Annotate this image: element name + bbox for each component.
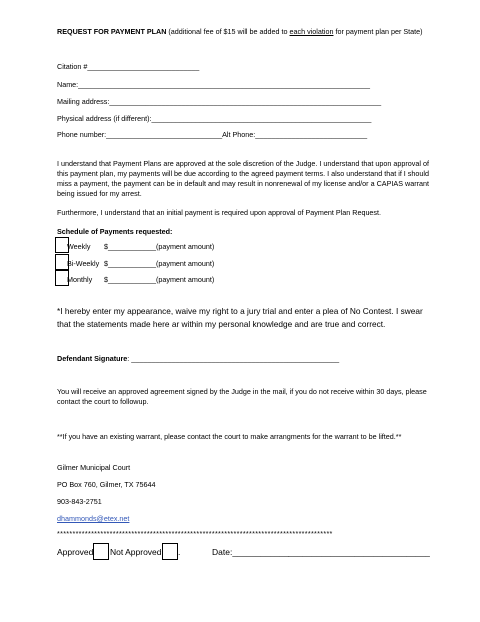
not-approved-label: Not Approved — [110, 547, 162, 557]
approved-label: Approved — [57, 547, 94, 557]
schedule-row-weekly — [67, 242, 215, 251]
warrant-note: **If you have an existing warrant, please contact the court to make arrangments for the warrant to be lifted.** — [57, 432, 402, 441]
mailing-address-field[interactable]: Mailing address:____________________________________________________________________ — [57, 97, 382, 106]
schedule-row-biweekly — [67, 259, 215, 268]
name-field[interactable]: Name:_________________________________________________________________________ — [57, 80, 370, 89]
citation-field[interactable]: Citation #____________________________ — [57, 62, 200, 71]
schedule-amount-monthly[interactable]: $____________(payment amount) — [104, 275, 215, 284]
court-address: PO Box 760, Gilmer, TX 75644 — [57, 480, 156, 489]
approved-checkbox[interactable] — [93, 543, 109, 560]
form-title-bold: REQUEST FOR PAYMENT PLAN — [57, 27, 167, 36]
approval-date-field[interactable]: Date:____________ — [212, 547, 290, 557]
form-title — [57, 27, 423, 36]
signature-line[interactable]: : ____________________________________________________ — [127, 354, 340, 363]
schedule-label-biweekly: Bi-Weekly — [67, 259, 100, 268]
understanding-paragraph: I understand that Payment Plans are approved at the sole discretion of the Judge. I understand that upon approval of this payment plan, my payments will be due according to the agreed payment terms. I also understand that if I should miss a payment, the payment can be in default and may result in nonrenewal of my license and/or a CAPIAS warrant being issued for my arrest. — [57, 159, 429, 198]
physical-address-field[interactable]: Physical address (if different):_______________________________________________________ — [57, 114, 372, 123]
initial-payment-paragraph: Furthermore, I understand that an initial payment is required upon approval of Payment Plan Request. — [57, 208, 382, 217]
schedule-amount-weekly[interactable]: $____________(payment amount) — [104, 242, 215, 251]
not-approved-checkbox[interactable] — [162, 543, 181, 560]
asterisk-divider: ***************************************************************************************** — [57, 529, 333, 538]
signature-row — [57, 354, 339, 363]
schedule-row-monthly — [67, 275, 215, 284]
judge-signature-line[interactable]: ______________________________ — [288, 547, 430, 557]
court-name: Gilmer Municipal Court — [57, 463, 131, 472]
court-phone: 903-843-2751 — [57, 497, 102, 506]
schedule-amount-biweekly[interactable]: $____________(payment amount) — [104, 259, 215, 268]
signature-label: Defendant Signature — [57, 354, 128, 363]
not-approved-suffix: . — [178, 547, 181, 557]
plea-statement: *I hereby enter my appearance, waive my right to a jury trial and enter a plea of No Contest. I swear that the statements made here ar within my personal knowledge and are true and correct. — [57, 306, 423, 329]
form-title-underlined: each violation — [289, 27, 334, 36]
schedule-label-weekly: Weekly — [67, 242, 91, 251]
schedule-heading: Schedule of Payments requested: — [57, 227, 173, 236]
schedule-label-monthly: Monthly — [67, 275, 93, 284]
court-email-link[interactable]: dhammonds@etex.net — [57, 514, 130, 523]
form-title-rest-2: for payment plan per State) — [333, 27, 423, 36]
form-title-rest-1: (additional fee of $15 will be added to — [166, 27, 290, 36]
agreement-notice: You will receive an approved agreement signed by the Judge in the mail, if you do not receive within 30 days, please contact the court to followup. — [57, 387, 427, 406]
phone-field[interactable]: Phone number:_____________________________Alt Phone:____________________________ — [57, 130, 368, 139]
